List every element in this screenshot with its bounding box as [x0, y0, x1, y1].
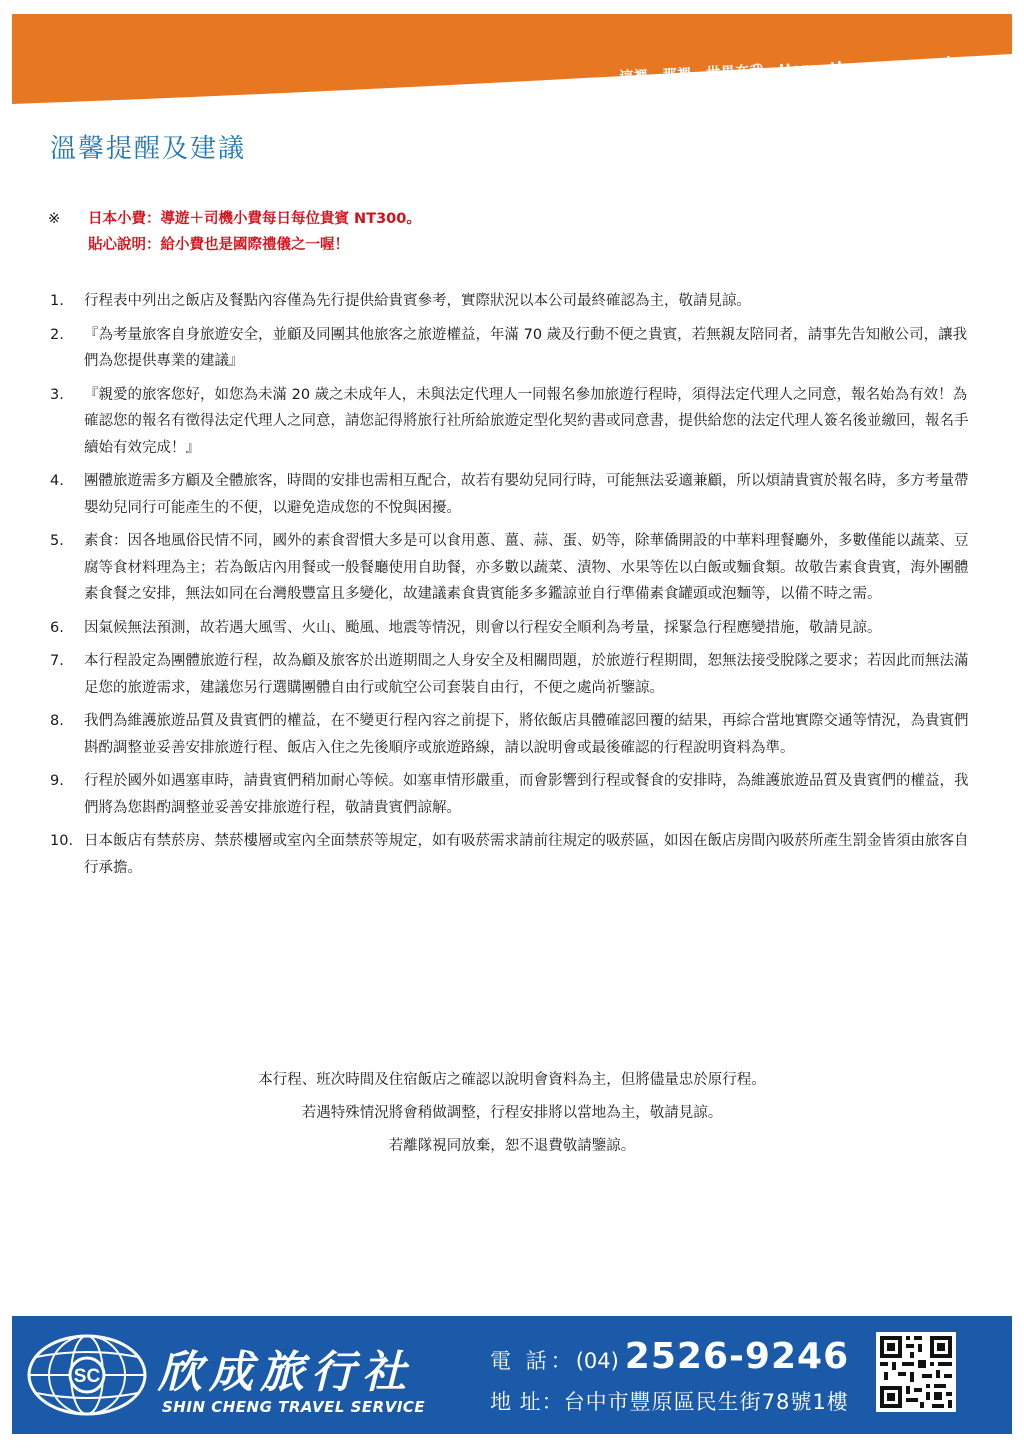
note-text: 素食：因各地風俗民情不同，國外的素食習慣大多是可以食用蔥、薑、蒜、蛋、奶等，除華僑開設的中華料理餐廳外，多數僅能以蔬菜、豆腐等食材料理為主；若為飯店內用餐或一般餐廳使用自助餐，亦多數以蔬菜、漬物、水果等佐以白飯或麵食類。故敬告素食貴賓，海外團體素食餐之安排，無法如同在台灣般豐富且多變化，故建議素食貴賓能多多鑑諒並自行準備素食罐頭或泡麵等，以備不時之需。 [84, 533, 969, 602]
contact-phone [490, 1336, 849, 1377]
closing-line: 若離隊視同放棄，恕不退費敬請鑒諒。 [388, 1138, 636, 1154]
note-item [50, 828, 970, 881]
address-text: 台中市豐原區民生街78號1樓 [563, 1390, 849, 1414]
note-number: 2. [50, 326, 64, 343]
note-text: 本行程設定為團體旅遊行程，故為顧及旅客於出遊期間之人身安全及相關問題，於旅遊行程期間，恕無法接受脫隊之要求；若因此而無法滿足您的旅遊需求，建議您另行選購團體自由行或航空公司套裝自由行，不便之處尚祈鑒諒。 [84, 653, 969, 696]
note-item [50, 468, 970, 521]
note-item [50, 648, 970, 701]
tip-line-1 [48, 206, 948, 232]
note-item [50, 322, 970, 375]
note-text: 因氣候無法預測，故若遇大風雪、火山、颱風、地震等情況，則會以行程安全順利為考量，採緊急行程應變措施，敬請見諒。 [84, 619, 882, 636]
reference-mark-icon: ※ [48, 211, 61, 227]
tip-text-1: 日本小費：導遊＋司機小費每日每位貴賓 NT300。 [88, 211, 421, 227]
note-number: 7. [50, 653, 64, 669]
slogan-zh: 這裡，那裡，世界在我 [619, 62, 765, 86]
note-item [50, 288, 970, 315]
footer-banner [12, 1316, 1012, 1434]
note-item [50, 382, 970, 462]
slogan-en: Here, there, everywhere [778, 53, 985, 79]
qr-code-icon [876, 1332, 956, 1412]
address-label: 地 址： [490, 1390, 564, 1414]
top-banner [12, 14, 1012, 104]
note-text: 日本飯店有禁菸房、禁菸樓層或室內全面禁菸等規定，如有吸菸需求請前往規定的吸菸區，如因在飯店房間內吸菸所產生罰金皆須由旅客自行承擔。 [84, 833, 969, 876]
note-number: 3. [50, 386, 64, 403]
note-number: 9. [50, 773, 64, 789]
note-number: 10. [50, 833, 74, 849]
note-number: 5. [50, 533, 64, 549]
note-text: 『為考量旅客自身旅遊安全，並顧及同團其他旅客之旅遊權益，年滿 70 歲及行動不便之貴賓，若無親友陪同者，請事先告知敝公司，讓我們為您提供專業的建議』 [84, 326, 968, 369]
phone-area-code: (04) [575, 1349, 619, 1373]
note-text: 行程表中列出之飯店及餐點內容僅為先行提供給貴賓參考，實際狀況以本公司最終確認為主，敬請見諒。 [84, 293, 751, 309]
closing-line: 本行程、班次時間及住宿飯店之確認以說明會資料為主，但將儘量忠於原行程。 [258, 1072, 766, 1088]
globe-logo-icon [26, 1333, 148, 1417]
note-item [50, 708, 970, 761]
note-number: 8. [50, 713, 64, 729]
note-text: 行程於國外如遇塞車時，請貴賓們稍加耐心等候。如塞車情形嚴重，而會影響到行程或餐食的安排時，為維護旅遊品質及貴賓們的權益，我們將為您斟酌調整並妥善安排旅遊行程，敬請貴賓們諒解。 [84, 773, 969, 816]
company-name-zh: 欣成旅行社 [158, 1347, 413, 1398]
note-number: 4. [50, 473, 64, 489]
phone-label: 電 話： [490, 1349, 576, 1373]
phone-number: 2526-9246 [624, 1336, 850, 1377]
tip-block [48, 206, 948, 258]
notes-list [50, 288, 970, 888]
note-number: 1. [50, 293, 64, 309]
page-title: 溫馨提醒及建議 [50, 134, 247, 164]
note-text: 我們為維護旅遊品質及貴賓們的權益，在不變更行程內容之前提下，將依飯店具體確認回覆的結果，再綜合當地實際交通等情況，為貴賓們斟酌調整並妥善安排旅遊行程、飯店入住之先後順序或旅遊路線，請以說明會或最後確認的行程說明資料為準。 [84, 713, 969, 756]
note-item [50, 768, 970, 821]
tip-line-2: 貼心說明：給小費也是國際禮儀之一喔！ [88, 237, 349, 253]
note-number: 6. [50, 619, 64, 636]
closing-notes [0, 1070, 1024, 1169]
company-name-en: SHIN CHENG TRAVEL SERVICE [162, 1398, 426, 1416]
note-item [50, 615, 970, 642]
note-text: 團體旅遊需多方顧及全體旅客，時間的安排也需相互配合，故若有嬰幼兒同行時，可能無法妥適兼顧，所以煩請貴賓於報名時，多方考量帶嬰幼兒同行可能產生的不便，以避免造成您的不悅與困擾。 [84, 473, 969, 516]
logo-initials: SC [73, 1366, 101, 1387]
closing-line: 若遇特殊情況將會稍做調整，行程安排將以當地為主，敬請見諒。 [301, 1105, 723, 1121]
note-text: 『親愛的旅客您好，如您為未滿 20 歲之未成年人，未與法定代理人一同報名參加旅遊行程時，須得法定代理人之同意，報名始為有效！為確認您的報名有徵得法定代理人之同意，請您記得將旅行社所給旅遊定型化契約書或同意書，提供給您的法定代理人簽名後並繳回，報名手續始有效完成！』 [84, 386, 969, 456]
contact-address [490, 1386, 849, 1416]
note-item [50, 528, 970, 608]
